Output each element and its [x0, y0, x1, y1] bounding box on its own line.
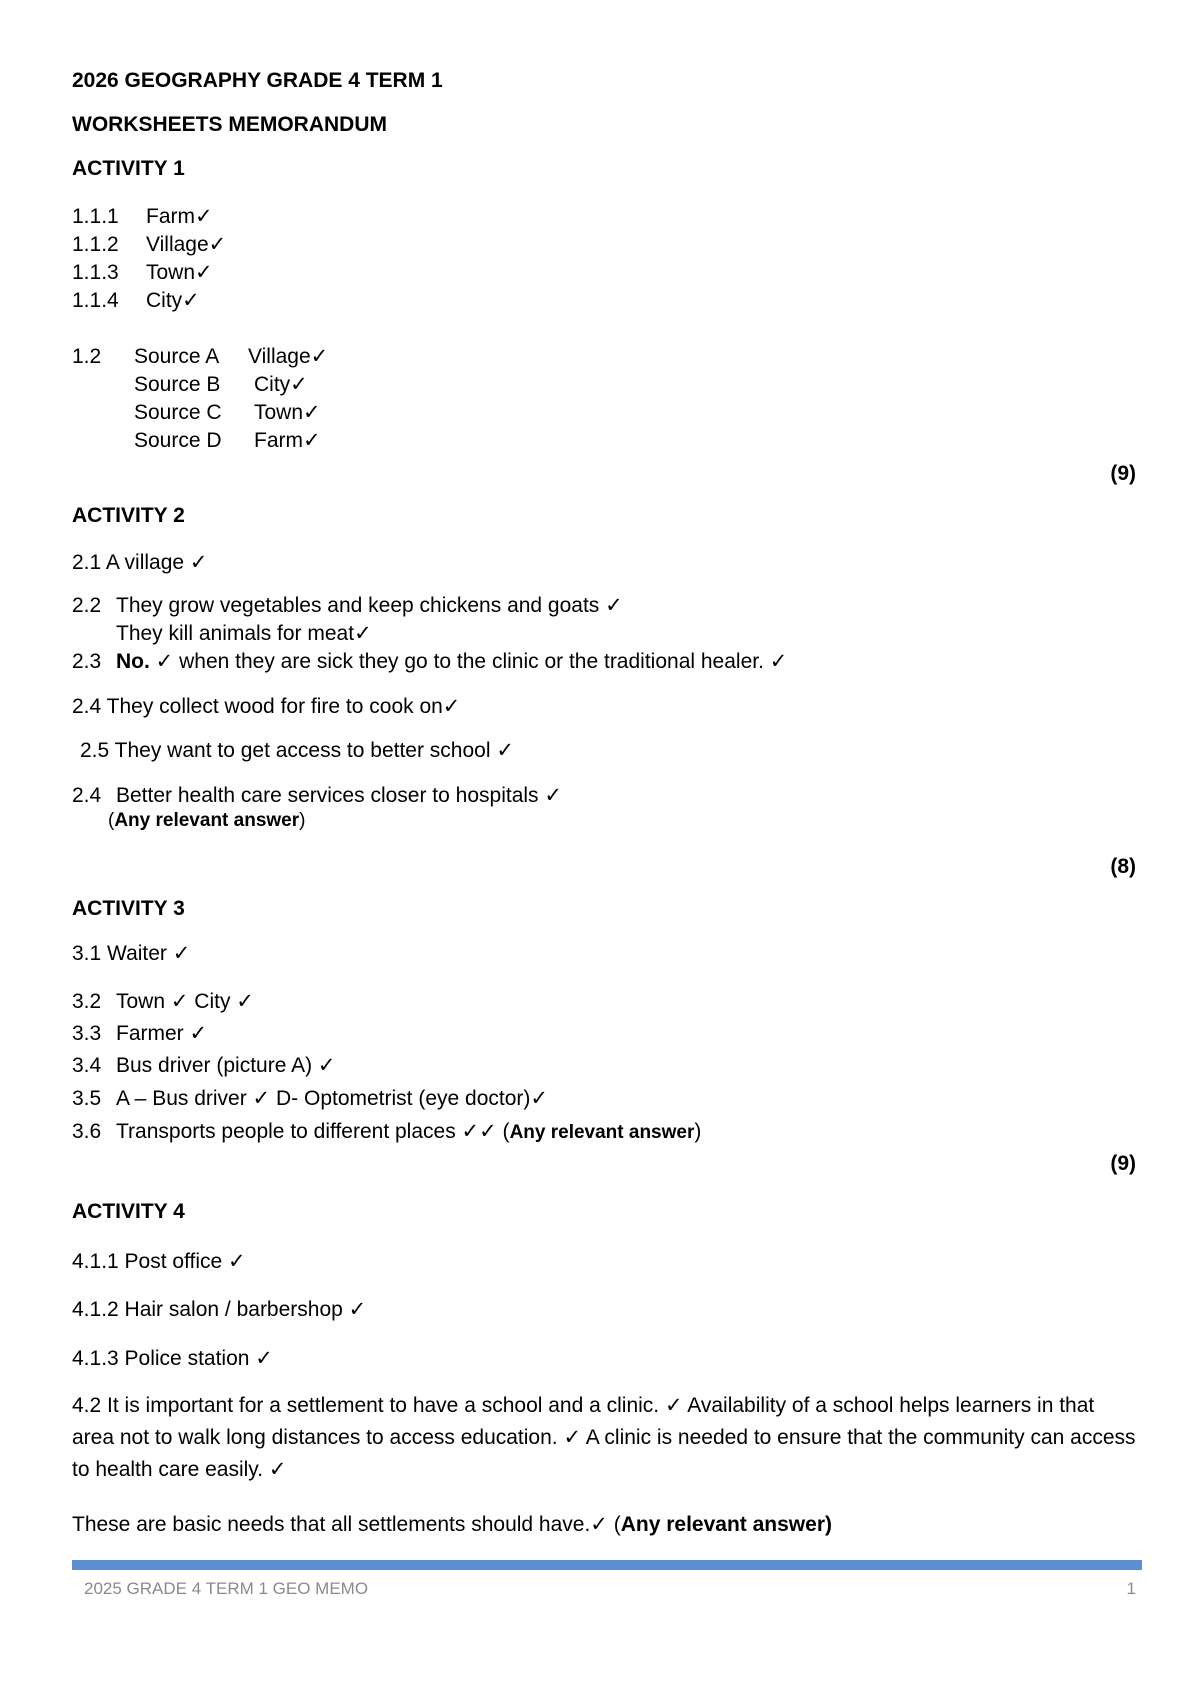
source-label: Source C: [134, 401, 222, 424]
question-number: 1.1.4: [72, 289, 119, 312]
answer-2-4: 2.4 They collect wood for fire to cook on✓: [72, 695, 461, 718]
answer-2-1: 2.1 A village ✓: [72, 551, 208, 574]
question-number: 1.1.1: [72, 205, 119, 228]
source-label: Source B: [134, 373, 221, 396]
answer-2-2-line-1: They grow vegetables and keep chickens and goats ✓: [116, 594, 623, 617]
closing-line: [72, 1512, 832, 1538]
source-answer: City✓: [254, 373, 308, 396]
answer-2-3-bold: No.: [116, 650, 150, 673]
answer-2-3: [116, 649, 787, 675]
question-number: 3.3: [72, 1022, 102, 1045]
footer-text: 2025 GRADE 4 TERM 1 GEO MEMO: [84, 1579, 369, 1598]
question-number: 1.1.2: [72, 233, 119, 256]
source-answer: Village✓: [248, 345, 329, 368]
question-number: 3.5: [72, 1087, 102, 1110]
answer-1-1-1: [72, 204, 213, 230]
document-title: 2026 GEOGRAPHY GRADE 4 TERM 1: [72, 69, 443, 92]
page-number: 1: [1126, 1579, 1136, 1598]
answer-2-5: 2.5 They want to get access to better school ✓: [80, 739, 514, 762]
activity-1-heading: ACTIVITY 1: [72, 157, 185, 180]
answer-text: Farmer ✓: [116, 1022, 208, 1045]
source-a-row: [134, 344, 328, 370]
closing-text: These are basic needs that all settlements should have.✓ (: [72, 1513, 621, 1536]
question-1-2-number: 1.2: [72, 345, 102, 368]
answer-text: Town✓: [146, 261, 213, 284]
answer-text: Transports people to different places ✓✓ (: [116, 1120, 510, 1143]
source-answer: Town✓: [254, 401, 321, 424]
source-label: Source D: [134, 429, 222, 452]
activity-2-heading: ACTIVITY 2: [72, 504, 185, 527]
activity-3-heading: ACTIVITY 3: [72, 897, 185, 920]
answer-2-2-number: 2.2: [72, 594, 102, 617]
answer-text: City✓: [146, 289, 200, 312]
source-d-row: [134, 428, 321, 454]
activity-4-heading: ACTIVITY 4: [72, 1200, 185, 1223]
answer-3-6-bold: Any relevant answer: [509, 1122, 695, 1143]
activity-3-marks: (9): [1110, 1152, 1136, 1175]
note-open-paren: (: [108, 810, 115, 831]
answer-2-3-number: 2.3: [72, 650, 102, 673]
answer-2-6: Better health care services closer to hospitals ✓: [116, 784, 562, 807]
source-b-row: [134, 372, 308, 398]
activity-2-marks: (8): [1110, 855, 1136, 878]
answer-2-2-line-2: They kill animals for meat✓: [116, 622, 372, 645]
answer-3-4: [72, 1053, 336, 1079]
footer-divider: [72, 1560, 1142, 1570]
answer-4-1-3: 4.1.3 Police station ✓: [72, 1347, 273, 1370]
answer-4-2: 4.2 It is important for a settlement to have a school and a clinic. ✓ Availability of a school helps learners in that area not to walk long distances to access education. ✓ A clinic is needed to ensure that the community can access to health care easily. ✓: [72, 1394, 1136, 1481]
answer-4-1-2: 4.1.2 Hair salon / barbershop ✓: [72, 1298, 367, 1321]
note-bold-text: Any relevant answer: [114, 810, 300, 831]
answer-4-1-1: 4.1.1 Post office ✓: [72, 1250, 246, 1273]
answer-3-1: 3.1 Waiter ✓: [72, 942, 191, 965]
source-c-row: [134, 400, 321, 426]
answer-2-6-note: [108, 808, 305, 834]
source-answer: Farm✓: [254, 429, 321, 452]
document-subtitle: WORKSHEETS MEMORANDUM: [72, 113, 387, 136]
note-close-paren: ): [299, 810, 306, 831]
answer-2-3-rest: ✓ when they are sick they go to the clinic or the traditional healer. ✓: [149, 650, 788, 673]
answer-3-5: [72, 1086, 548, 1112]
answer-text: Village✓: [146, 233, 227, 256]
answer-1-1-3: [72, 260, 213, 286]
question-number: 3.6: [72, 1120, 102, 1143]
answer-1-1-4: [72, 288, 200, 314]
answer-text: Town ✓ City ✓: [116, 990, 254, 1013]
answer-3-3: [72, 1021, 207, 1047]
question-number: 3.2: [72, 990, 102, 1013]
activity-1-marks: (9): [1110, 462, 1136, 485]
answer-3-6: [72, 1119, 701, 1146]
question-number: 1.1.3: [72, 261, 119, 284]
answer-3-2: [72, 989, 254, 1015]
answer-text: A – Bus driver ✓ D- Optometrist (eye doctor)✓: [116, 1087, 548, 1110]
answer-3-6-close: ): [694, 1120, 702, 1143]
answer-text: Bus driver (picture A) ✓: [116, 1054, 336, 1077]
closing-bold: Any relevant answer): [620, 1513, 832, 1536]
source-label: Source A: [134, 345, 220, 368]
answer-text: Farm✓: [146, 205, 213, 228]
answer-1-1-2: [72, 232, 226, 258]
question-number: 3.4: [72, 1054, 102, 1077]
answer-2-6-number: 2.4: [72, 784, 102, 807]
